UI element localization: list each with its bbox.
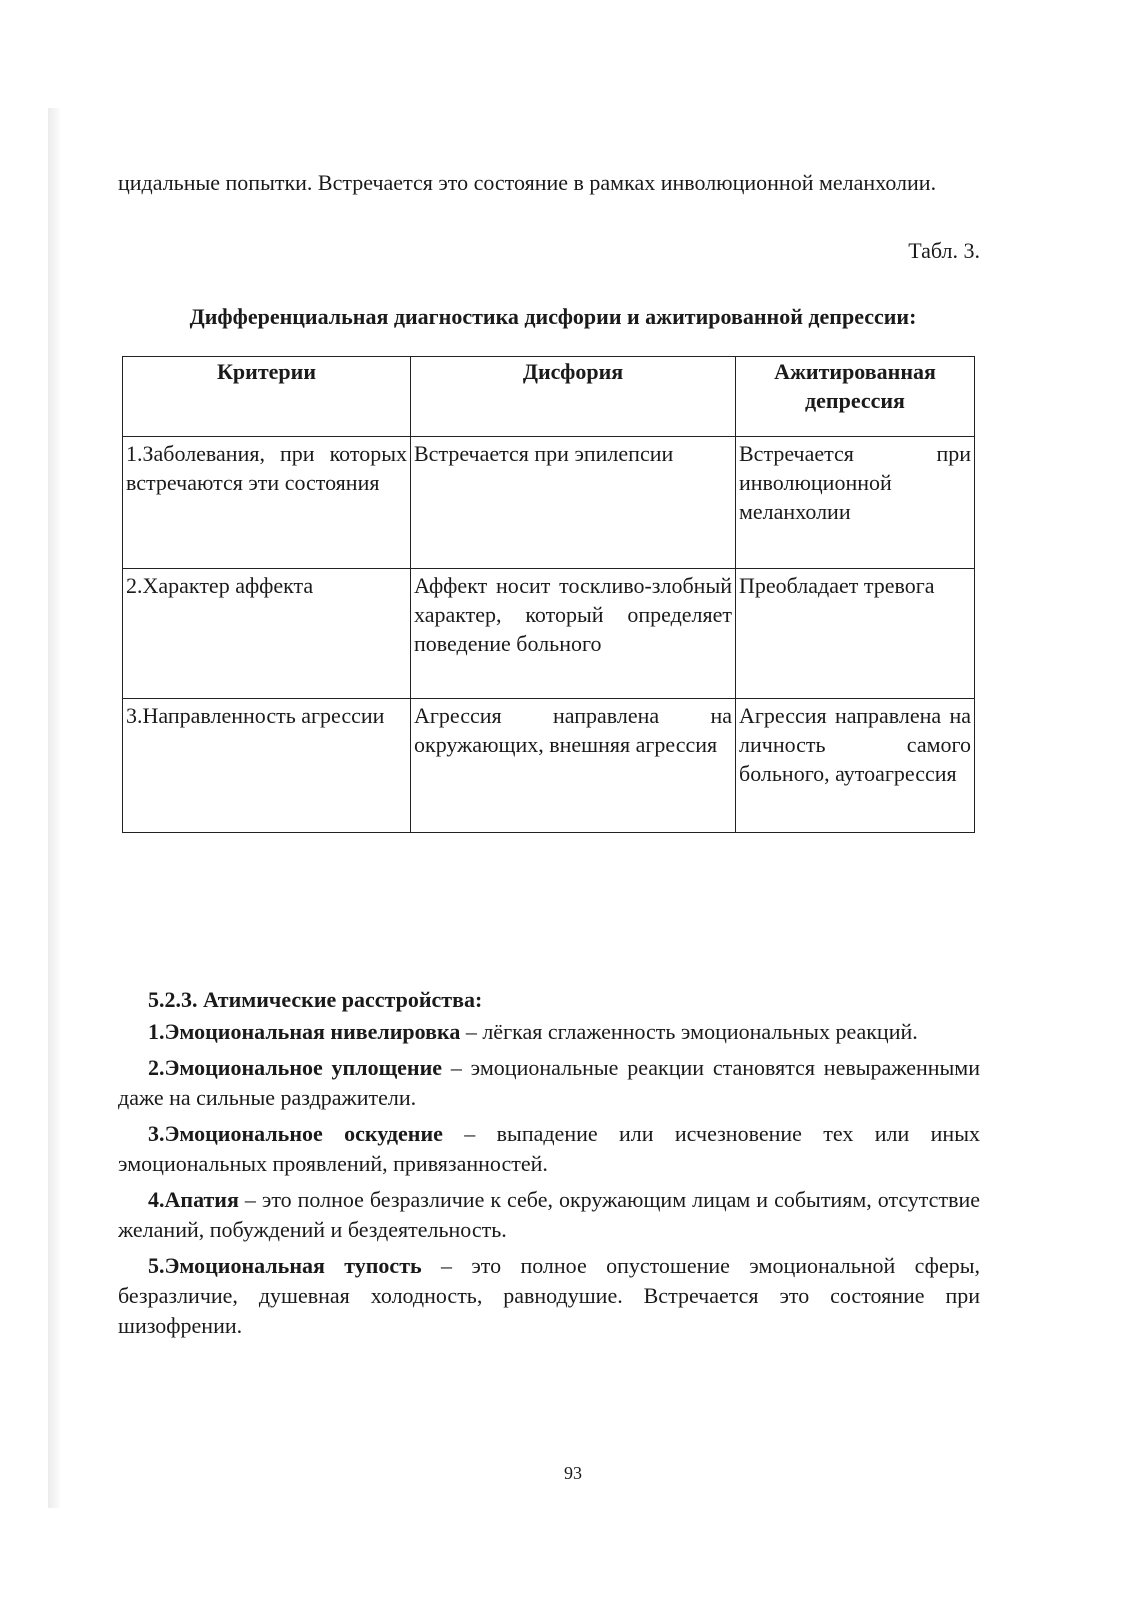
table-cell: Агрессия направлена на личность самого больного, аутоагрессия xyxy=(736,699,975,833)
table-cell: 1.Заболевания, при которых встречаются эти состояния xyxy=(123,437,411,569)
item-definition: – это полное безразличие к себе, окружающим лицам и событиям, отсутствие желаний, побуждений и бездеятельность. xyxy=(118,1187,980,1242)
header-dysphoria: Дисфория xyxy=(411,357,736,437)
list-item xyxy=(118,1119,980,1179)
list-item xyxy=(118,1251,980,1341)
list-item xyxy=(118,1185,980,1245)
page-content xyxy=(118,168,980,1341)
table-cell: Встречается при эпилепсии xyxy=(411,437,736,569)
intro-paragraph: цидальные попытки. Встречается это состояние в рамках инволюционной меланхолии. xyxy=(118,170,937,195)
item-definition: – эмоциональные реакции становятся невыраженными даже на сильные раздражители. xyxy=(118,1055,980,1110)
table-row xyxy=(123,437,975,569)
section-heading: 5.2.3. Атимические расстройства: xyxy=(148,987,483,1012)
page-number: 93 xyxy=(564,1463,582,1483)
list-item xyxy=(118,1053,980,1113)
table-cell: Встречается при инволюционной меланхолии xyxy=(736,437,975,569)
item-term: 1.Эмоциональная нивелировка xyxy=(148,1019,461,1044)
item-definition: – выпадение или исчезновение тех или иных эмоциональных проявлений, привязанностей. xyxy=(118,1121,980,1176)
scan-edge-shadow xyxy=(48,108,62,1508)
item-definition: – это полное опустошение эмоциональной сферы, безразличие, душевная холодность, равнодушие. Встречается это состояние при шизофрении. xyxy=(118,1253,980,1338)
table-cell: Агрессия направлена на окружающих, внешняя агрессия xyxy=(411,699,736,833)
table-cell: 2.Характер аффекта xyxy=(123,569,411,699)
list-item xyxy=(118,1017,980,1047)
table-title: Дифференциальная диагностика дисфории и ажитированной депрессии: xyxy=(189,304,917,329)
item-term: 4.Апатия xyxy=(148,1187,239,1212)
table-header-row xyxy=(123,357,975,437)
table-cell: Преобладает тревога xyxy=(736,569,975,699)
item-term: 3.Эмоциональное оскудение xyxy=(148,1121,443,1146)
table-reference: Табл. 3. xyxy=(908,238,980,263)
header-agitated-depression: Ажитированная депрессия xyxy=(736,357,975,437)
table-row xyxy=(123,569,975,699)
table-row xyxy=(123,699,975,833)
definition-list xyxy=(118,1017,980,1341)
table-cell: 3.Направленность агрессии xyxy=(123,699,411,833)
item-term: 5.Эмоциональная тупость xyxy=(148,1253,422,1278)
item-term: 2.Эмоциональное уплощение xyxy=(148,1055,443,1080)
header-criteria: Критерии xyxy=(123,357,411,437)
table-cell: Аффект носит тоскливо-злобный характер, который определяет поведение больного xyxy=(411,569,736,699)
diagnosis-table xyxy=(122,356,975,833)
item-definition: – лёгкая сглаженность эмоциональных реакций. xyxy=(460,1019,918,1044)
